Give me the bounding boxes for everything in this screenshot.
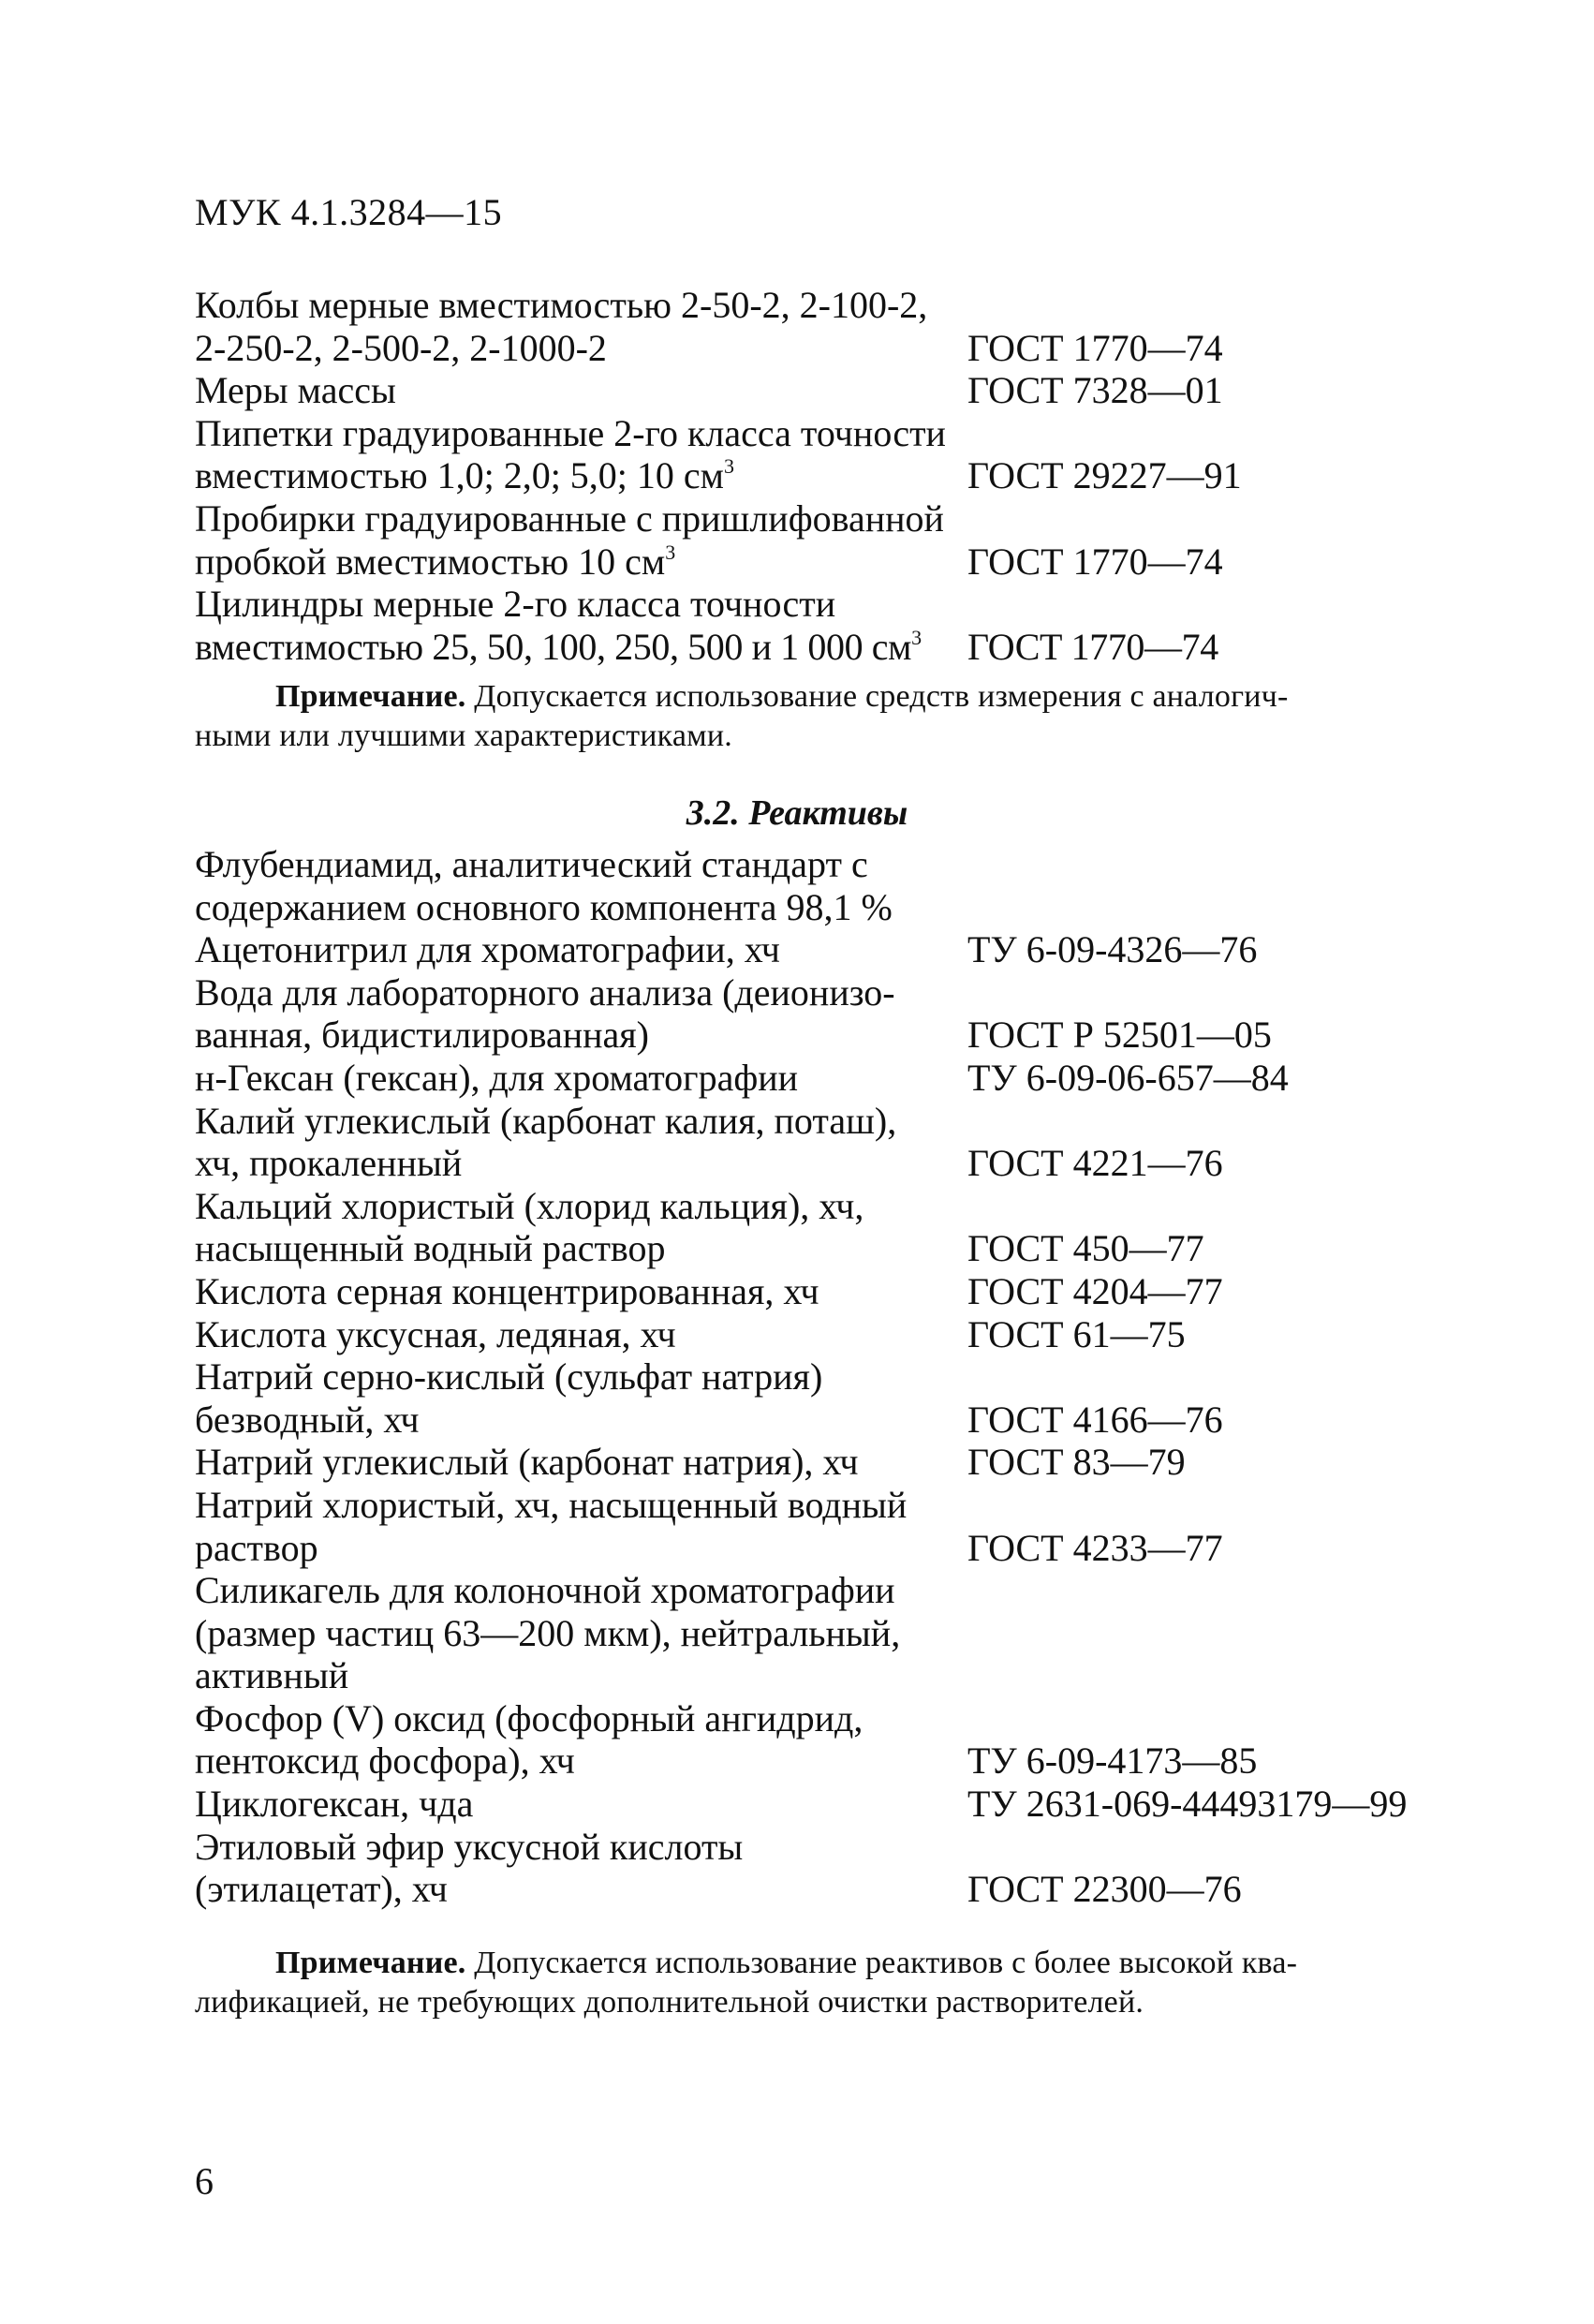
list-item-standard: ГОСТ 4233—77 [967,1526,1223,1569]
note-text: Допускается использование средств измерения с аналогич- [465,679,1289,714]
list-item [195,412,1242,455]
list-item-name: Вода для лабораторного анализа (деионизо- [195,970,895,1014]
note-line: лификацией, не требующих дополнительной очистки растворителей. [195,1985,1144,2020]
list-item-name: активный [195,1654,349,1697]
list-item [195,971,1407,1014]
list-item [195,1654,1407,1697]
note-line: ными или лучшими характеристиками. [195,718,732,753]
list-item-name: (этилацетат), хч [195,1868,448,1911]
list-item-name: Силикагель для колоночной хроматографии [195,1569,895,1612]
list-item [195,497,1242,540]
list-item-name: раствор [195,1526,318,1569]
list-item [195,284,1242,327]
list-item-name-wrap [195,454,967,497]
list-item-name: Калий углекислый (карбонат калия, поташ), [195,1099,897,1142]
list-item-name: Натрий углекислый (карбонат натрия), хч [195,1441,859,1484]
section-title-text: 3.2. Реактивы [686,793,908,833]
list-item-name: Этиловый эфир уксусной кислоты [195,1825,744,1868]
reagents-note [195,1944,1394,2022]
list-item-standard: ГОСТ 1770—74 [967,625,1218,668]
list-item [195,1355,1407,1399]
list-item-name: Флубендиамид, аналитический стандарт с [195,843,868,885]
list-item [195,928,1407,971]
list-item [195,1441,1407,1484]
list-item [195,843,1407,886]
list-item [195,1185,1407,1228]
list-item [195,626,1242,669]
superscript-unit: 3 [723,454,734,479]
list-item-name: (размер частиц 63—200 мкм), нейтральный, [195,1611,901,1654]
list-item [195,1270,1407,1313]
list-item [195,1399,1407,1442]
list-item-name: Пипетки градуированные 2-го класса точности [195,411,946,454]
list-item [195,1697,1407,1740]
list-item-name: Ацетонитрил для хроматографии, хч [195,928,780,971]
note-line [195,1944,1394,1983]
list-item [195,369,1242,412]
list-item-name-wrap [195,540,967,584]
list-item [195,1014,1407,1057]
list-item-name: Натрий хлористый, хч, насыщенный водный [195,1483,908,1526]
list-item-name: н-Гексан (гексан), для хроматографии [195,1056,799,1099]
list-item-name: Пробирки градуированные с пришлифованной [195,496,944,540]
list-item-name: содержанием основного компонента 98,1 % [195,885,893,928]
list-item-name: Меры массы [195,369,396,412]
list-item [195,1868,1407,1911]
list-item [195,1739,1407,1783]
list-item-name: Кислота серная концентрированная, хч [195,1269,819,1312]
equipment-note [195,677,1394,756]
list-item [195,1142,1407,1185]
superscript-unit: 3 [665,540,676,564]
list-item-name: пентоксид фосфора), хч [195,1739,575,1783]
list-item-standard: ГОСТ 1770—74 [967,326,1223,369]
list-item [195,1100,1407,1143]
note-line [195,677,1394,717]
list-item-name: хч, прокаленный [195,1142,463,1185]
page-number: 6 [195,2160,214,2202]
list-item-name: Колбы мерные вместимостью 2-50-2, 2-100-2, [195,284,928,326]
list-item-name: ванная, бидистилированная) [195,1014,649,1057]
list-item-name: насыщенный водный раствор [195,1227,666,1270]
list-item-name: Кальций хлористый (хлорид кальция), хч, [195,1184,864,1227]
list-item-standard: ГОСТ 29227—91 [967,454,1242,497]
list-item-name: Натрий серно-кислый (сульфат натрия) [195,1355,823,1399]
list-item-name-wrap [195,626,967,669]
list-item-standard: ТУ 2631-069-44493179—99 [967,1783,1408,1826]
equipment-list [195,284,1242,668]
list-item [195,1612,1407,1655]
list-item-standard: ГОСТ 4204—77 [967,1269,1223,1312]
note-label: Примечание. [275,1946,466,1980]
list-item-standard: ГОСТ 7328—01 [967,369,1223,412]
list-item [195,327,1242,370]
list-item [195,540,1242,584]
list-item [195,583,1242,626]
note-text: Допускается использование реактивов с более высокой ква- [465,1946,1298,1980]
list-item-name: безводный, хч [195,1398,420,1441]
list-item [195,1527,1407,1570]
list-item-name: Циклогексан, чда [195,1783,474,1826]
list-item-standard: ТУ 6-09-4173—85 [967,1739,1258,1783]
superscript-unit: 3 [911,625,922,649]
list-item-standard: ГОСТ 450—77 [967,1227,1204,1270]
list-item [195,1227,1407,1270]
section-title [0,792,1594,835]
list-item-standard: ГОСТ Р 52501—05 [967,1014,1272,1057]
list-item-name: Цилиндры мерные 2-го класса точности [195,583,836,626]
document-code-header: МУК 4.1.3284—15 [195,191,503,233]
note-label: Примечание. [275,679,466,714]
list-item-name: 2-250-2, 2-500-2, 2-1000-2 [195,326,607,369]
list-item [195,1569,1407,1612]
list-item [195,1826,1407,1869]
list-item [195,1484,1407,1527]
list-item-standard: ГОСТ 22300—76 [967,1868,1242,1911]
list-item-standard: ГОСТ 1770—74 [967,540,1223,583]
list-item [195,1313,1407,1356]
list-item-standard: ТУ 6-09-4326—76 [967,928,1258,971]
list-item-standard: ТУ 6-09-06-657—84 [967,1056,1289,1099]
reagents-list [195,843,1407,1911]
list-item-name: пробкой вместимостью 10 см [195,540,666,583]
list-item [195,886,1407,929]
list-item-standard: ГОСТ 83—79 [967,1441,1186,1484]
list-item [195,454,1242,497]
list-item-name: вместимостью 1,0; 2,0; 5,0; 10 см [195,454,724,497]
list-item-standard: ГОСТ 4166—76 [967,1398,1223,1441]
list-item-standard: ГОСТ 4221—76 [967,1142,1223,1185]
list-item-name: Фосфор (V) оксид (фосфорный ангидрид, [195,1696,863,1739]
list-item-standard: ГОСТ 61—75 [967,1312,1186,1355]
list-item-name: вместимостью 25, 50, 100, 250, 500 и 1 000 см [195,625,912,668]
list-item [195,1057,1407,1100]
list-item-name: Кислота уксусная, ледяная, хч [195,1312,676,1355]
list-item [195,1783,1407,1826]
